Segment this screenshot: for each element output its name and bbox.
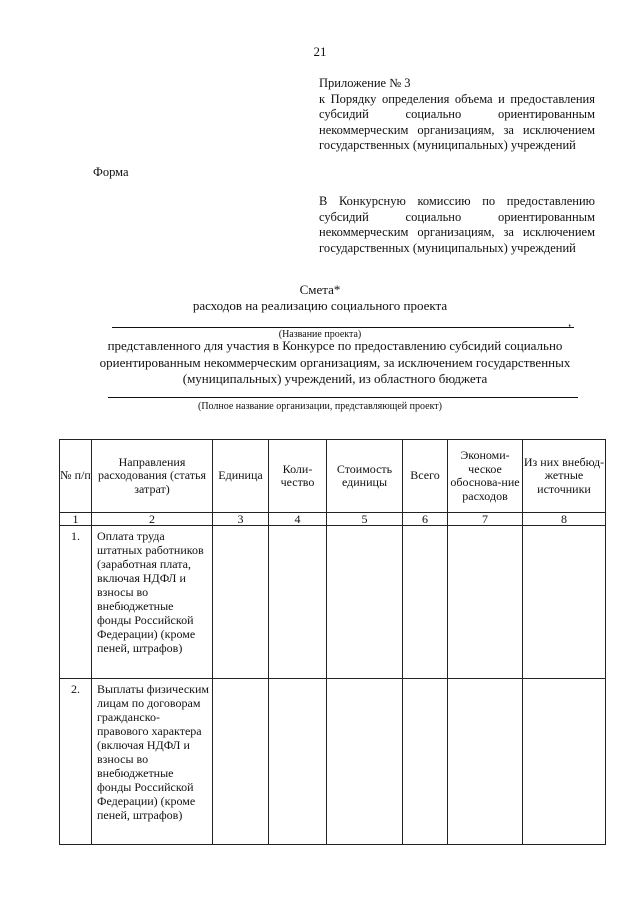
column-number: 6 xyxy=(403,513,448,526)
table-header-row xyxy=(60,440,606,513)
header-unit: Единица xyxy=(213,440,269,513)
column-number: 2 xyxy=(92,513,213,526)
appendix-block xyxy=(319,76,595,154)
column-number: 5 xyxy=(327,513,403,526)
estimate-table xyxy=(59,439,606,845)
extrabudgetary-cell[interactable] xyxy=(523,526,606,679)
column-number: 8 xyxy=(523,513,606,526)
smeta-heading xyxy=(0,282,640,314)
header-justification: Экономи-ческое обоснова-ние расходов xyxy=(448,440,523,513)
smeta-intro-text: представленного для участия в Конкурсе по предоставлению субсидий социально ориентированным некоммерческим организациям, за исключением государственных (муниципальных) учреждений, из областного бюджета xyxy=(99,338,571,386)
row-number: 2. xyxy=(60,679,92,845)
unit-cell[interactable] xyxy=(213,679,269,845)
unit-cell[interactable] xyxy=(213,526,269,679)
column-number: 1 xyxy=(60,513,92,526)
header-number: № п/п xyxy=(60,440,92,513)
total-cell[interactable] xyxy=(403,679,448,845)
justification-cell[interactable] xyxy=(448,679,523,845)
row-expense-item: Оплата труда штатных работников (заработная плата, включая НДФЛ и взносы во внебюджетные фонды Российской Федерации) (кроме пеней, штрафов) xyxy=(92,526,213,679)
quantity-cell[interactable] xyxy=(269,526,327,679)
header-expense-item: Направления расходования (статья затрат) xyxy=(92,440,213,513)
justification-cell[interactable] xyxy=(448,526,523,679)
organization-name-caption: (Полное название организации, представляющей проект) xyxy=(197,401,442,412)
column-number: 7 xyxy=(448,513,523,526)
extrabudgetary-cell[interactable] xyxy=(523,679,606,845)
trailing-comma: , xyxy=(568,314,572,329)
unit-cost-cell[interactable] xyxy=(327,526,403,679)
form-label: Форма xyxy=(93,165,129,179)
header-extrabudgetary: Из них внебюд-жетные источники xyxy=(523,440,606,513)
smeta-subtitle: расходов на реализацию социального проекта xyxy=(192,298,448,313)
appendix-title: Приложение № 3 xyxy=(319,76,411,90)
organization-name-line[interactable] xyxy=(108,397,578,398)
row-expense-item: Выплаты физическим лицам по договорам гражданско-правового характера (включая НДФЛ и взносы во внебюджетные фонды Российской Федерации) (кроме пеней, штрафов) xyxy=(92,679,213,845)
header-total: Всего xyxy=(403,440,448,513)
table-row xyxy=(60,679,606,845)
project-name-caption: (Название проекта) xyxy=(278,329,362,340)
row-number: 1. xyxy=(60,526,92,679)
column-numbers-row xyxy=(60,513,606,526)
table-row xyxy=(60,526,606,679)
unit-cost-cell[interactable] xyxy=(327,679,403,845)
page-number: 21 xyxy=(313,44,327,59)
column-number: 3 xyxy=(213,513,269,526)
appendix-text: к Порядку определения объема и предоставления субсидий социально ориентированным некоммерческим организациям, за исключением государственных (муниципальных) учреждений xyxy=(319,91,595,152)
header-unit-cost: Стоимость единицы xyxy=(327,440,403,513)
smeta-title: Смета* xyxy=(299,282,341,297)
total-cell[interactable] xyxy=(403,526,448,679)
commission-addressee: В Конкурсную комиссию по предоставлению субсидий социально ориентированным некоммерческим организациям, за исключением государственных (муниципальных) учреждений xyxy=(319,194,595,255)
column-number: 4 xyxy=(269,513,327,526)
quantity-cell[interactable] xyxy=(269,679,327,845)
project-name-line[interactable] xyxy=(112,327,574,328)
header-quantity: Коли-чество xyxy=(269,440,327,513)
